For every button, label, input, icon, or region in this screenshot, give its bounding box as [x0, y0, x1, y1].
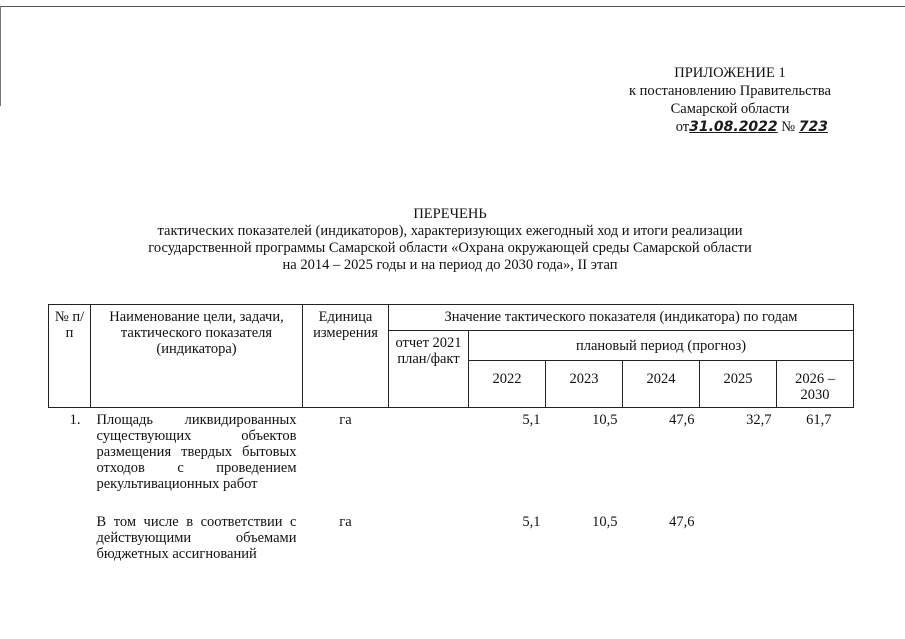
appendix-block: [610, 64, 850, 136]
indicators-table: [48, 304, 854, 566]
row-value-2024: 47,6: [669, 514, 695, 530]
row-report: [389, 510, 469, 566]
document-heading: [100, 206, 800, 274]
table-row: [49, 510, 854, 566]
row-spacer: [49, 496, 854, 510]
date-prefix: от: [675, 119, 690, 135]
row-unit: га: [339, 412, 352, 428]
row-value-2025: [700, 510, 777, 566]
row-value-2022: 5,1: [522, 412, 541, 428]
header-year-2026-2030: 2026 – 2030: [777, 361, 854, 408]
header-year-2024: 2024: [623, 361, 700, 408]
handwritten-date: 31.08.2022: [689, 119, 778, 135]
header-year-2022: 2022: [469, 361, 546, 408]
header-name: Наименование цели, задачи, тактического показателя (индикатора): [91, 305, 303, 408]
row-value-2022: 5,1: [522, 514, 541, 530]
row-name: В том числе в соответствии с действующими объемами бюджетных ассигнований: [96, 514, 297, 562]
row-num: [49, 510, 91, 566]
row-value-2026-2030: [777, 510, 854, 566]
scan-top-edge: [0, 6, 905, 7]
row-value-2023: 10,5: [592, 514, 618, 530]
row-value-2026-2030: 61,7: [806, 412, 832, 428]
appendix-title: ПРИЛОЖЕНИЕ 1: [674, 65, 786, 81]
heading-line-2: государственной программы Самарской области «Охрана окружающей среды Самарской области: [148, 240, 752, 256]
row-report: [389, 408, 469, 497]
heading-line-1: тактических показателей (индикаторов), характеризующих ежегодный ход и итоги реализации: [157, 223, 743, 239]
row-value-2025: 32,7: [746, 412, 772, 428]
handwritten-number: 723: [798, 119, 828, 135]
table-row: [49, 408, 854, 497]
header-plan-group: плановый период (прогноз): [469, 331, 854, 361]
header-num: № п/п: [49, 305, 91, 408]
appendix-line-2: Самарской области: [670, 101, 790, 117]
row-value-2024: 47,6: [669, 412, 695, 428]
row-unit: га: [339, 514, 352, 530]
header-year-2025: 2025: [700, 361, 777, 408]
row-value-2023: 10,5: [592, 412, 618, 428]
row-num: 1.: [69, 412, 81, 428]
header-year-2023: 2023: [546, 361, 623, 408]
heading-line-3: на 2014 – 2025 годы и на период до 2030 года», II этап: [282, 257, 618, 273]
header-unit: Единица измерения: [303, 305, 389, 408]
table-header: [49, 305, 854, 408]
header-report: отчет 2021 план/факт: [389, 331, 469, 408]
appendix-line-1: к постановлению Правительства: [629, 83, 831, 99]
row-name: Площадь ликвидированных существующих объектов размещения твердых бытовых отходов с проведением рекультивационных работ: [96, 412, 297, 492]
header-value-group: Значение тактического показателя (индикатора) по годам: [389, 305, 854, 331]
appendix-date-line: [610, 118, 850, 136]
number-prefix: №: [781, 119, 796, 135]
heading-title: ПЕРЕЧЕНЬ: [413, 206, 487, 222]
scan-left-edge: [0, 6, 1, 106]
